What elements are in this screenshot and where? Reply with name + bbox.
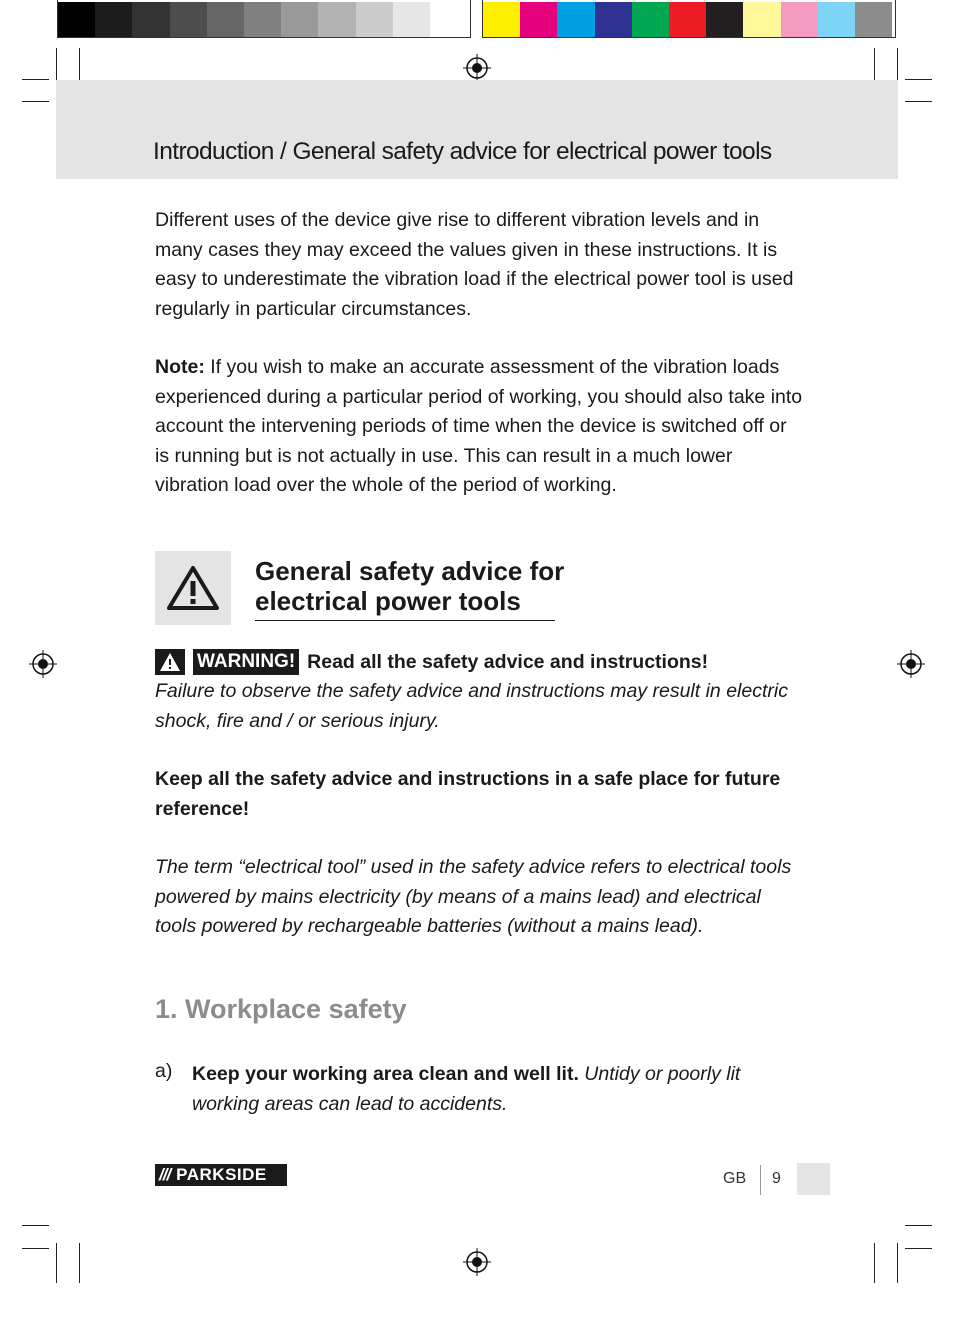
keep-text: Keep all the safety advice and instructions in a safe place for future reference! [155,768,781,820]
page-number: 9 [772,1170,781,1187]
crop-mark [56,1243,57,1283]
note-label: Note: [155,356,205,378]
item-a-label: a) [155,1060,173,1082]
crop-mark [905,79,932,80]
term-text: The term “electrical tool” used in the safety advice refers to electrical tools powered by mains electricity (by means of a mains lead) and electrical tools powered by rechargeable batteries (without a mains lead). [155,856,792,937]
item-a-italic: Untidy or poorly lit working areas can lead to accidents. [192,1063,741,1115]
crop-mark [22,1225,49,1226]
registration-mark-icon [462,1247,492,1277]
note-paragraph [155,353,805,501]
crop-mark [22,79,49,80]
crop-mark [874,1243,875,1283]
logo-slashes: /// [159,1165,171,1184]
registration-mark-icon [28,649,58,679]
crop-mark [897,1243,898,1283]
item-a-text [192,1060,812,1119]
footer-box [797,1163,830,1195]
workplace-heading: 1. Workplace safety [155,994,407,1024]
note-text: If you wish to make an accurate assessment of the vibration loads experienced during a particular period of working, you should also take into account the intervening periods of time when the device is switched off or is running but is not actually in use. This can result in a much lower vibration load over the whole of the period of working. [155,356,803,496]
footer-divider [760,1165,761,1195]
vibration-paragraph: Different uses of the device give rise to different vibration levels and in many cases they may exceed the values given in these instructions. It is easy to underestimate the vibration load if the electrical power tool is used regularly in particular circumstances. [155,209,794,320]
parkside-logo [155,1164,287,1186]
page-title: Introduction / General safety advice for electrical power tools [153,138,772,165]
crop-mark [79,1243,80,1283]
intro-paragraph [155,206,805,324]
warning-badge [155,649,185,675]
warning-text-block [155,677,805,736]
warning-triangle-icon [159,652,181,672]
warning-triangle-icon [166,564,220,612]
section-title [255,556,755,616]
section-title-line2: electrical power tools [255,586,521,616]
crop-mark [22,101,49,102]
registration-mark-icon [896,649,926,679]
logo-text: PARKSIDE [176,1165,267,1184]
warning-line [155,648,708,676]
footer-language: GB [723,1170,747,1187]
warning-heading: Read all the safety advice and instructions! [307,650,709,673]
section-underline [255,620,555,621]
keep-block [155,765,805,824]
crop-mark [905,101,932,102]
warning-text: Failure to observe the safety advice and instructions may result in electric shock, fire and / or serious injury. [155,680,788,732]
section-warning-box [155,551,231,625]
color-bar-frame [482,0,896,38]
crop-mark [22,1248,49,1249]
warning-label: WARNING! [193,649,299,675]
registration-mark-icon [462,53,492,83]
crop-mark [905,1248,932,1249]
grayscale-bar-frame [57,0,471,38]
crop-mark [905,1225,932,1226]
term-block [155,853,805,942]
item-a-bold: Keep your working area clean and well lit. [192,1063,579,1085]
section-title-line1: General safety advice for [255,556,565,586]
